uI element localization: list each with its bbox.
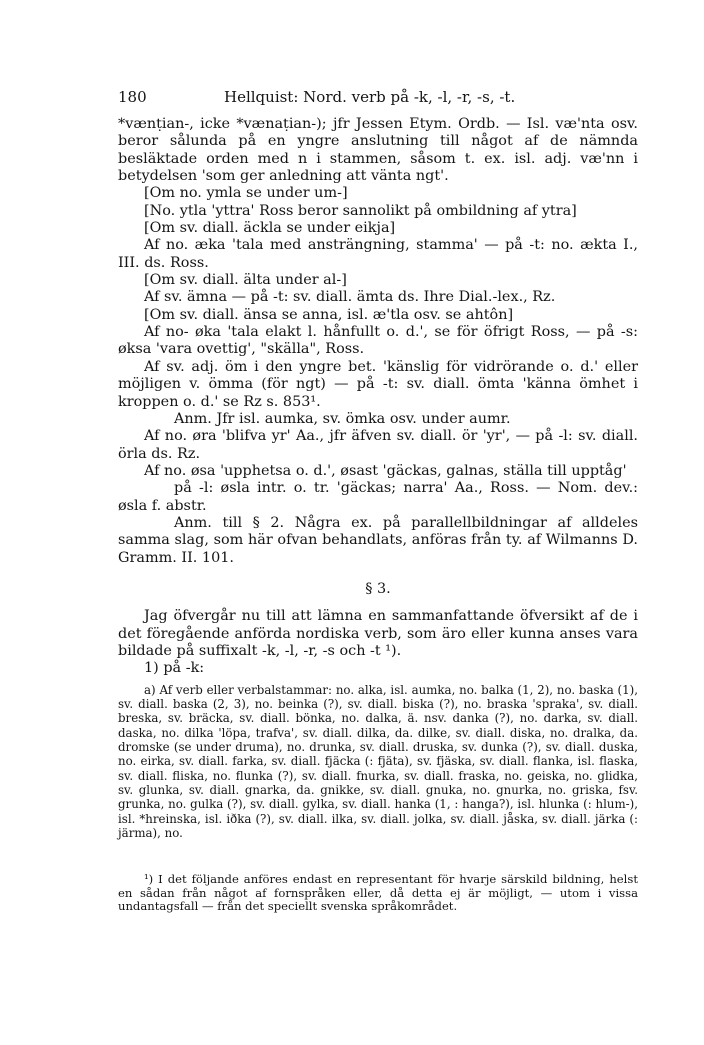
paragraph: *vænṭian-, icke *vænaṭian-); jfr Jessen Etym. Ordb. — Isl. væ'nta osv. beror sålunda på en yngre anslutning till något af de nämnda besläktade orden med n i stammen, såsom t. ex. isl. adj. væ'nn i betydelsen 'som ger anledning att vänta ngt'. bbox=[118, 116, 638, 185]
running-title: Hellquist: Nord. verb på -k, -l, -r, -s, -t. bbox=[224, 88, 516, 106]
paragraph: Af no. æka 'tala med ansträngning, stamma' — på -t: no. ækta I., III. ds. Ross. bbox=[118, 237, 638, 271]
section-title: § 3. bbox=[365, 580, 391, 597]
list-heading: 1) på -k: bbox=[144, 660, 205, 677]
paragraph: [Om sv. diall. äckla se under eikja] bbox=[144, 220, 396, 237]
paragraph: Af no- øka 'tala elakt l. hånfullt o. d.', se för öfrigt Ross, — på -s: øksa 'vara ovettig', "skälla", Ross. bbox=[118, 324, 638, 358]
paragraph: [Om sv. diall. älta under al-] bbox=[144, 272, 347, 289]
paragraph: Anm. till § 2. Några ex. på parallellbildningar af alldeles samma slag, som här ofvan behandlats, anföras från ty. af Wilmanns D. Gramm. II. 101. bbox=[118, 514, 638, 566]
paragraph: [No. ytla 'yttra' Ross beror sannolikt på ombildning af ytra] bbox=[144, 202, 577, 219]
footnote-divider bbox=[118, 864, 638, 865]
paragraph: [Om no. ymla se under um-] bbox=[144, 185, 348, 202]
section-intro: Jag öfvergår nu till att lämna en sammanfattande öfversikt af de i det föregående anförda nordiska verb, som äro eller kunna anses vara bildade på suffixalt -k, -l, -r, -s och -t ¹). bbox=[118, 608, 638, 659]
footnote-text: ¹) I det följande anföres endast en representant för hvarje särskild bildning, helst en sådan från något af fornspråken eller, då detta ej är möjligt, — utom i vissa undantagsfall — från det speciellt svenska språkområdet. bbox=[118, 872, 638, 914]
paragraph: Af sv. ämna — på -t: sv. diall. ämta ds. Ihre Dial.-lex., Rz. bbox=[144, 289, 556, 306]
paragraph: Anm. Jfr isl. aumka, sv. ömka osv. under aumr. bbox=[174, 410, 511, 427]
paragraph: Af no. øra 'blifva yr' Aa., jfr äfven sv. diall. ör 'yr', — på -l: sv. diall. örla ds. Rz. bbox=[118, 428, 638, 462]
page-number: 180 bbox=[118, 88, 147, 106]
footnote bbox=[118, 873, 638, 913]
main-text bbox=[118, 116, 638, 914]
paragraph: [Om sv. diall. änsa se anna, isl. æ'tla osv. se ahtôn] bbox=[144, 306, 514, 323]
paragraph: Af sv. adj. öm i den yngre bet. 'känslig för vidrörande o. d.' eller möjligen v. ömma (för ngt) — på -t: sv. diall. ömta 'känna ömhet i kroppen o. d.' se Rz s. 853¹. bbox=[118, 358, 638, 410]
paragraph: på -l: øsla intr. o. tr. 'gäckas; narra' Aa., Ross. — Nom. dev.: øsla f. abstr. bbox=[118, 480, 638, 514]
running-header bbox=[118, 88, 638, 106]
paragraph: Af no. øsa 'upphetsa o. d.', øsast 'gäckas, galnas, ställa till upptåg' bbox=[144, 462, 627, 479]
small-paragraph: a) Af verb eller verbalstammar: no. alka, isl. aumka, no. balka (1, 2), no. baska (1), sv. diall. baska (2, 3), no. beinka (?), sv. diall. biska (?), no. braska 'spraka', sv. diall. breska, sv. bräcka, sv. diall. bönka, no. dalka, ä. nsv. danka (?), no. darka, sv. diall. daska, no. dilka 'löpa, trafva', sv. diall. dilka, da. dilke, sv. diall. diska, no. dralka, da. dromske (se under druma), no. drunka, sv. diall. druska, sv. dunka (?), sv. diall. duska, no. eirka, sv. diall. farka, sv. diall. fjäcka (: fjäta), sv. fjäska, sv. diall. flanka, isl. flaska, sv. diall. fliska, no. flunka (?), sv. diall. fnurka, sv. diall. fraska, no. geiska, no. glidka, sv. glunka, sv. diall. gnarka, da. gnikke, sv. diall. gnuka, no. gnurka, no. griska, fsv. grunka, no. gulka (?), sv. diall. gylka, sv. diall. hanka (1, : hanga?), isl. hlunka (: hlum-), isl. *hreinska, isl. iðka (?), sv. diall. ilka, sv. diall. jolka, sv. diall. jåska, sv. diall. järka (: järma), no. bbox=[118, 682, 638, 841]
small-print-block bbox=[118, 683, 638, 841]
